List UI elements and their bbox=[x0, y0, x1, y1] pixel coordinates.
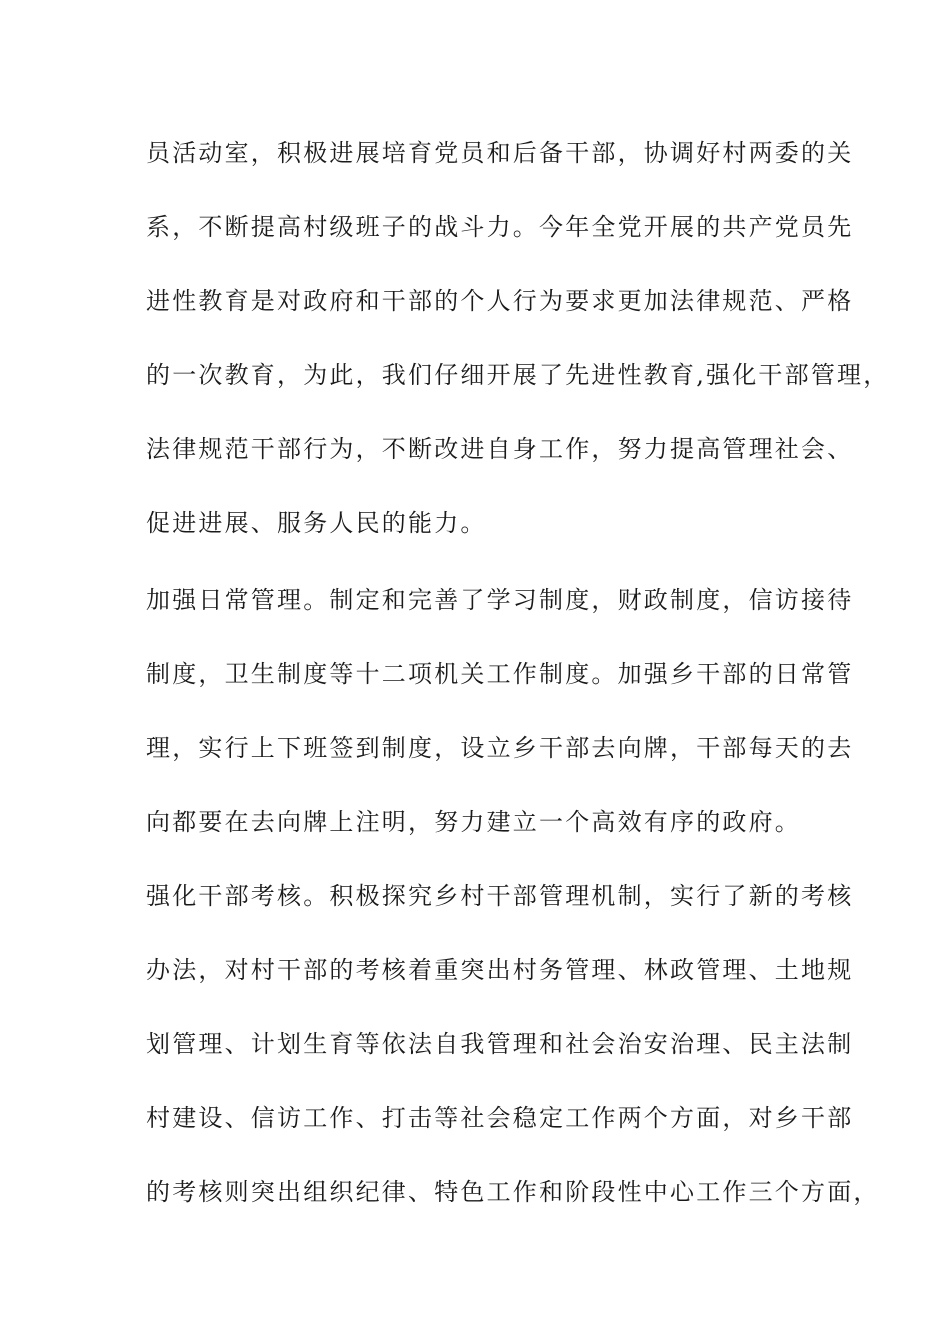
text-line: 强化干部考核。积极探究乡村干部管理机制，实行了新的考核 bbox=[146, 882, 854, 910]
text-line: 员活动室，积极进展培育党员和后备干部，协调好村两委的关 bbox=[146, 139, 854, 167]
text-line: 系，不断提高村级班子的战斗力。今年全党开展的共产党员先 bbox=[146, 213, 854, 241]
text-line: 制度，卫生制度等十二项机关工作制度。加强乡干部的日常管 bbox=[146, 660, 854, 688]
text-line: 的一次教育，为此，我们仔细开展了先进性教育,强化干部管理， bbox=[146, 361, 890, 389]
text-line: 划管理、计划生育等依法自我管理和社会治安治理、民主法制 bbox=[146, 1030, 854, 1058]
text-line: 办法，对村干部的考核着重突出村务管理、林政管理、土地规 bbox=[146, 956, 854, 984]
text-line: 加强日常管理。制定和完善了学习制度，财政制度，信访接待 bbox=[146, 586, 854, 614]
text-line: 进性教育是对政府和干部的个人行为要求更加法律规范、严格 bbox=[146, 287, 854, 315]
text-line: 向都要在去向牌上注明，努力建立一个高效有序的政府。 bbox=[146, 808, 801, 836]
text-line: 法律规范干部行为，不断改进自身工作，努力提高管理社会、 bbox=[146, 435, 854, 463]
text-line: 的考核则突出组织纪律、特色工作和阶段性中心工作三个方面， bbox=[146, 1178, 880, 1206]
text-line: 促进进展、服务人民的能力。 bbox=[146, 509, 487, 537]
text-line: 村建设、信访工作、打击等社会稳定工作两个方面，对乡干部 bbox=[146, 1104, 854, 1132]
text-line: 理，实行上下班签到制度，设立乡干部去向牌，干部每天的去 bbox=[146, 734, 854, 762]
